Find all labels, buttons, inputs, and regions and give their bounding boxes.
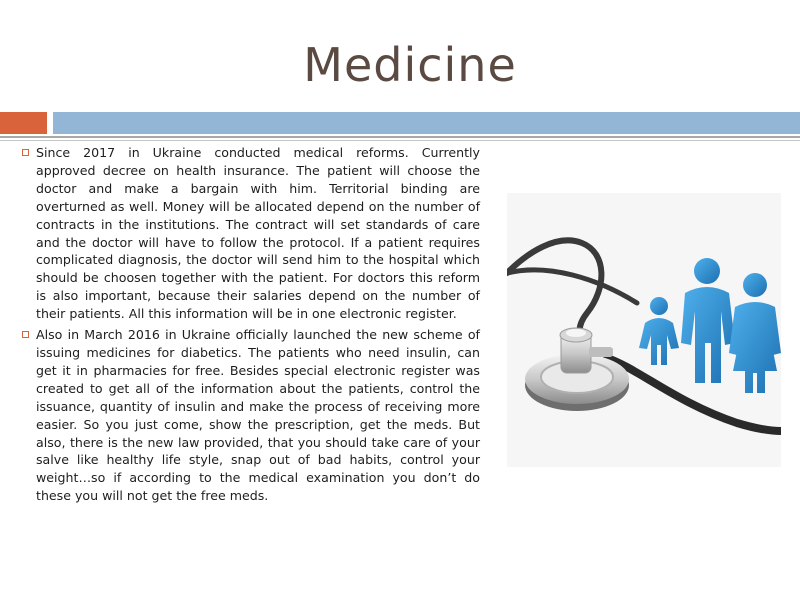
stethoscope-family-image	[507, 193, 781, 467]
accent-bar-orange	[0, 112, 47, 134]
bullet-text: Since 2017 in Ukraine conducted medical reforms. Currently approved decree on health insurance. The patient will choose the doctor and make a bargain with him. Territorial binding are overturned as well. Money will be allocated depend on the number of contracts in the institutions. The contract will set standards of care and the doctor will have to follow the protocol. If a patient requires complicated diagnosis, the doctor will send him to the hospital which should be choosen together with the patient. For doctors this reform is also important, because their salaries depend on the number of their patients. All this information will be in one electronic register.	[36, 145, 480, 322]
bullet-square-icon	[22, 149, 29, 156]
stethoscope-family-icon	[507, 193, 781, 467]
bullet-item	[22, 144, 480, 323]
stethoscope-tube	[507, 240, 601, 343]
bullet-list	[22, 144, 480, 508]
accent-bar-blue	[53, 112, 800, 134]
bullet-item	[22, 326, 480, 505]
bullet-square-icon	[22, 331, 29, 338]
bullet-text: Also in March 2016 in Ukraine officially launched the new scheme of issuing medicines for diabetics. The patients who need insulin, can get it in pharmacies for free. Besides special electronic register was created to get all of the information about the patients, control the issuance, quantity of insulin and make the process of receiving more easier. So you just come, show the prescription, get the meds. But also, there is the new law provided, that you should take care of your salve like healthy life style, snap out of bad habits, control your weight…so if according to the medical examination you don’t do these you will not get the free meds.	[36, 327, 480, 504]
child-figure-icon	[639, 297, 679, 365]
slide-title: Medicine	[303, 38, 517, 92]
man-figure-icon	[681, 258, 735, 383]
divider-line-thin	[0, 140, 800, 141]
woman-figure-icon	[729, 273, 781, 393]
divider-line	[0, 136, 800, 138]
